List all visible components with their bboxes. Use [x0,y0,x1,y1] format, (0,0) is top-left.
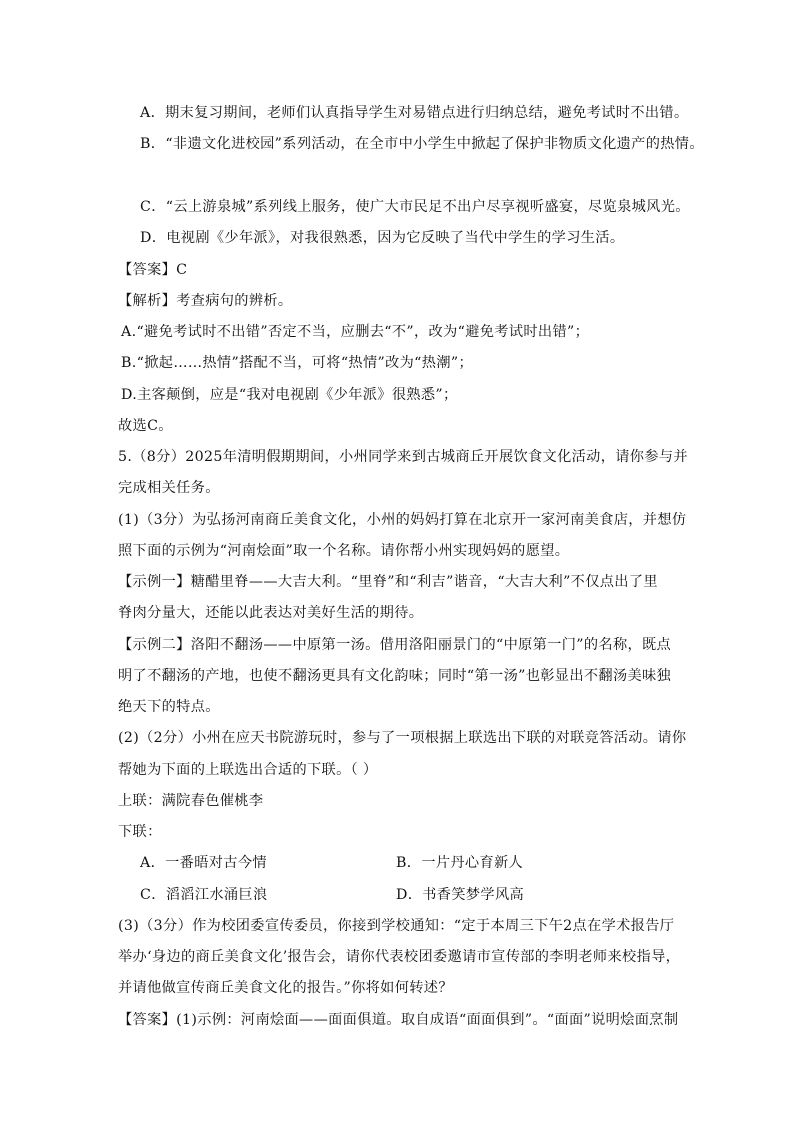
q5-stem-line2: 完成相关任务。 [118,480,220,496]
q5-upper-couplet: 上联：满院春色催桃李 [118,793,264,809]
q5-example1-line2: 脊肉分量大，还能以此表达对美好生活的期待。 [118,605,424,621]
q4-answer: 【答案】C [118,262,188,278]
q4-option-c: C．“云上游泉城”系列线上服务，使广大市民足不出户尽享视听盛宴，尽览泉城风光。 [140,199,690,215]
q5-sub2-line2: 帮她为下面的上联选出合适的下联。（ ） [118,762,378,778]
q5-sub3-line1: (3)（3分）作为校团委宣传委员，你接到学校通知：“定于本周三下午2点在学术报告厅 [118,918,675,934]
q5-sub2-line1: (2)（2分）小州在应天书院游玩时，参与了一项根据上联选出下联的对联竞答活动。请你 [118,730,687,746]
q5-example1-line1: 【示例一】糖醋里脊——大吉大利。“里脊”和“利吉”谐音，“大吉大利”不仅点出了里 [118,574,658,590]
q5-example2-line1: 【示例二】洛阳不翻汤——中原第一汤。借用洛阳丽景门的“中原第一门”的名称，既点 [118,637,672,653]
q5-lower-couplet-label: 下联： [118,824,162,840]
q5-option-c: C．滔滔江水涌巨浪 [140,887,268,903]
q4-conclusion: 故选C。 [118,418,173,434]
q4-option-d: D．电视剧《少年派》，对我很熟悉，因为它反映了当代中学生的学习生活。 [140,230,625,246]
q5-answer-line1: 【答案】(1)示例：河南烩面——面面俱道。取自成语“面面俱到”。“面面”说明烩面烹制 [118,1012,679,1028]
q4-analysis-b: B.“掀起……热情”搭配不当，可将“热情”改为“热潮”； [121,355,474,371]
q5-sub1-line1: (1)（3分）为弘扬河南商丘美食文化，小州的妈妈打算在北京开一家河南美食店，并想仿 [118,512,687,528]
q4-option-a: A．期末复习期间，老师们认真指导学生对易错点进行归纳总结，避免考试时不出错。 [140,105,689,121]
q5-example2-line2: 明了不翻汤的产地，也使不翻汤更具有文化韵味；同时“第一汤”也彰显出不翻汤美味独 [118,668,672,684]
q5-option-b: B．一片丹心育新人 [396,855,524,871]
q5-example2-line3: 绝天下的特点。 [118,699,220,715]
q5-option-d: D．书香笑梦学风高 [396,887,525,903]
q4-option-b: B．“非遗文化进校园”系列活动，在全市中小学生中掀起了保护非物质文化遗产的热情。 [140,136,704,152]
q5-stem-line1: 5.（8分）2025年清明假期期间，小州同学来到古城商丘开展饮食文化活动，请你参与并 [118,449,688,465]
q5-sub1-line2: 照下面的示例为“河南烩面”取一个名称。请你帮小州实现妈妈的愿望。 [118,543,570,559]
q4-analysis-title: 【解析】考查病句的辨析。 [118,293,293,309]
q5-sub3-line3: 并请他做宣传商丘美食文化的报告。”你将如何转述？ [118,980,453,996]
q5-sub3-line2: 举办‘身边的商丘美食文化’报告会，请你代表校团委邀请市宣传部的李明老师来校指导， [118,949,681,965]
q4-analysis-d: D.主客颠倒，应是“我对电视剧《少年派》很熟悉”； [121,387,458,403]
q4-analysis-a: A.“避免考试时不出错”否定不当，应删去“不”，改为“避免考试时出错”； [121,324,590,340]
q5-option-a: A．一番晤对古今情 [140,855,267,871]
